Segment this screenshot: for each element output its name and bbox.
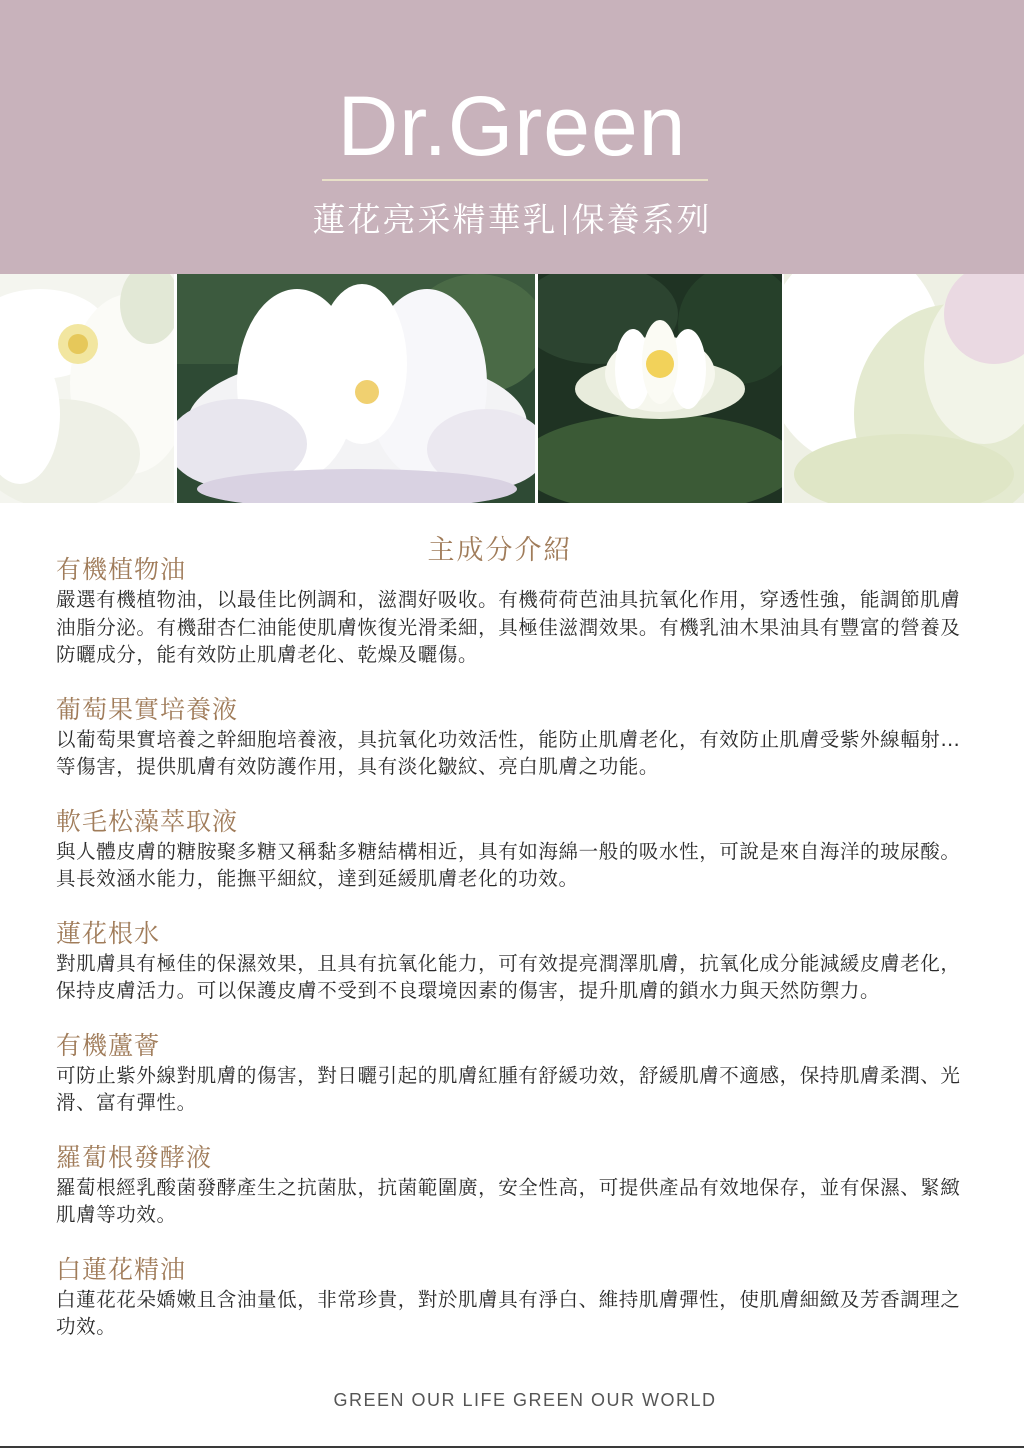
ingredient-description: 嚴選有機植物油，以最佳比例調和，滋潤好吸收。有機荷荷芭油具抗氧化作用，穿透性強，能調節肌膚油脂分泌。有機甜杏仁油能使肌膚恢復光滑柔細，具極佳滋潤效果。有機乳油木果油具有豐富的營養及防曬成分，能有效防止肌膚老化、乾燥及曬傷。	[56, 588, 961, 666]
white-lotus-closeup-image	[0, 274, 174, 503]
ingredient-description: 羅蔔根經乳酸菌發酵產生之抗菌肽，抗菌範圍廣，安全性高，可提供產品有效地保存，並有保濕、緊緻肌膚等功效。	[56, 1175, 961, 1226]
bottom-divider	[0, 1446, 1024, 1448]
ingredient-item	[56, 555, 976, 669]
header-banner	[0, 0, 1024, 274]
ingredient-description: 對肌膚具有極佳的保濕效果，且具有抗氧化能力，可有效提亮潤澤肌膚，抗氧化成分能減緩皮膚老化，保持皮膚活力。可以保護皮膚不受到不良環境因素的傷害，提升肌膚的鎖水力與天然防禦力。	[56, 951, 961, 1002]
ingredient-description: 與人體皮膚的糖胺聚多糖又稱黏多糖結構相近，具有如海綿一般的吸水性，可說是來自海洋的玻尿酸。具長效涵水能力，能撫平細紋，達到延緩肌膚老化的功效。	[56, 839, 961, 890]
ingredient-item	[56, 1255, 976, 1341]
ingredient-name: 白蓮花精油	[56, 1254, 187, 1284]
product-subtitle	[0, 200, 1024, 240]
product-name: 蓮花亮采精華乳	[312, 200, 558, 239]
subtitle-separator	[564, 205, 566, 235]
ingredient-name: 有機蘆薈	[56, 1030, 161, 1060]
ingredient-name: 有機植物油	[56, 555, 187, 584]
photo-strip	[0, 274, 1024, 503]
ingredient-list	[56, 555, 976, 1367]
ingredient-description: 以葡萄果實培養之幹細胞培養液，具抗氧化功效活性，能防止肌膚老化，有效防止肌膚受紫外線輻射…等傷害，提供肌膚有效防護作用，具有淡化皺紋、亮白肌膚之功能。	[56, 727, 961, 778]
lotus-petal-closeup-image	[784, 274, 1024, 503]
ingredient-item	[56, 1031, 976, 1117]
brand-logo: Dr.Green	[337, 79, 687, 173]
water-lily-image	[538, 274, 782, 503]
ingredient-name: 葡萄果實培養液	[56, 694, 239, 724]
section-title: 主成分介紹	[427, 535, 573, 566]
product-series: 保養系列	[571, 200, 712, 239]
ingredient-description: 可防止紫外線對肌膚的傷害，對日曬引起的肌膚紅腫有舒緩功效，舒緩肌膚不適感，保持肌膚柔潤、光滑、富有彈性。	[56, 1063, 961, 1114]
ingredient-item	[56, 695, 976, 781]
ingredient-item	[56, 919, 976, 1005]
ingredient-item	[56, 807, 976, 893]
ingredient-item	[56, 1143, 976, 1229]
ingredient-name: 蓮花根水	[56, 918, 161, 948]
footer-slogan: GREEN OUR LIFE GREEN OUR WORLD	[333, 1390, 717, 1410]
ingredient-name: 軟毛松藻萃取液	[56, 806, 239, 836]
white-lotus-bloom-image	[177, 274, 535, 503]
ingredient-description: 白蓮花花朵嬌嫩且含油量低，非常珍貴，對於肌膚具有淨白、維持肌膚彈性，使肌膚細緻及芳香調理之功效。	[56, 1287, 961, 1338]
logo-divider	[322, 179, 708, 181]
ingredient-name: 羅蔔根發酵液	[56, 1142, 213, 1172]
